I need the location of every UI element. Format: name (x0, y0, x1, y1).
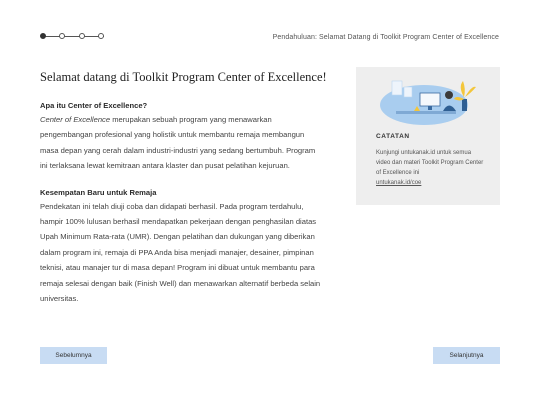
section-heading-what-is-coe: Apa itu Center of Excellence? (40, 101, 148, 110)
progress-step-1 (40, 33, 46, 39)
section-heading-new-opportunity: Kesempatan Baru untuk Remaja (40, 187, 157, 197)
section-body-what-is-coe (40, 112, 322, 174)
note-text (376, 148, 486, 188)
section-body-text: merupakan sebuah program yang menawarkan pengembangan profesional yang holistik untuk membantu remaja membangun masa depan yang cerah dalam industri-industri yang sedang bertumbuh. Program ini terlaksana lewat kemitraan antara klaster dan pusat pelatihan kejuruan. (40, 115, 316, 171)
main-content (40, 100, 322, 306)
note-link[interactable]: untukanak.id/coe (376, 180, 422, 186)
next-button[interactable]: Selanjutnya (433, 347, 500, 364)
workspace-illustration (374, 73, 484, 133)
page-title: Selamat datang di Toolkit Program Center of Excellence! (40, 70, 327, 84)
progress-line (42, 36, 104, 37)
progress-indicator (40, 32, 106, 42)
note-sidebar (356, 67, 500, 205)
section-body-new-opportunity: Pendekatan ini telah diuji coba dan didapati berhasil. Pada program terdahulu, hampir 100% lulusan berhasil mendapatkan pekerjaan dengan penghasilan diatas Upah Minimum Rata-rata (UMR). Dengan pelatihan dan dukungan yang diberikan dalam program ini, remaja di PPA Anda bisa menjadi manajer, desainer, pimpinan teknisi, atau manajer tur di masa depan! Program ini dibuat untuk membantu para remaja selesai dengan baik (Finish Well) dan menawarkan alternatif berbeda selain universitas. (40, 201, 321, 304)
breadcrumb: Pendahuluan: Selamat Datang di Toolkit Program Center of Excellence (272, 34, 499, 41)
previous-button[interactable]: Sebelumnya (40, 347, 107, 364)
coe-term: Center of Excellence (40, 115, 111, 124)
progress-step-2 (59, 33, 65, 39)
note-label: CATATAN (376, 133, 410, 140)
progress-step-4 (98, 33, 104, 39)
note-body: Kunjungi untukanak.id untuk semua video dan materi Toolkit Program Center of Excellence ini (376, 150, 484, 176)
progress-step-3 (79, 33, 85, 39)
